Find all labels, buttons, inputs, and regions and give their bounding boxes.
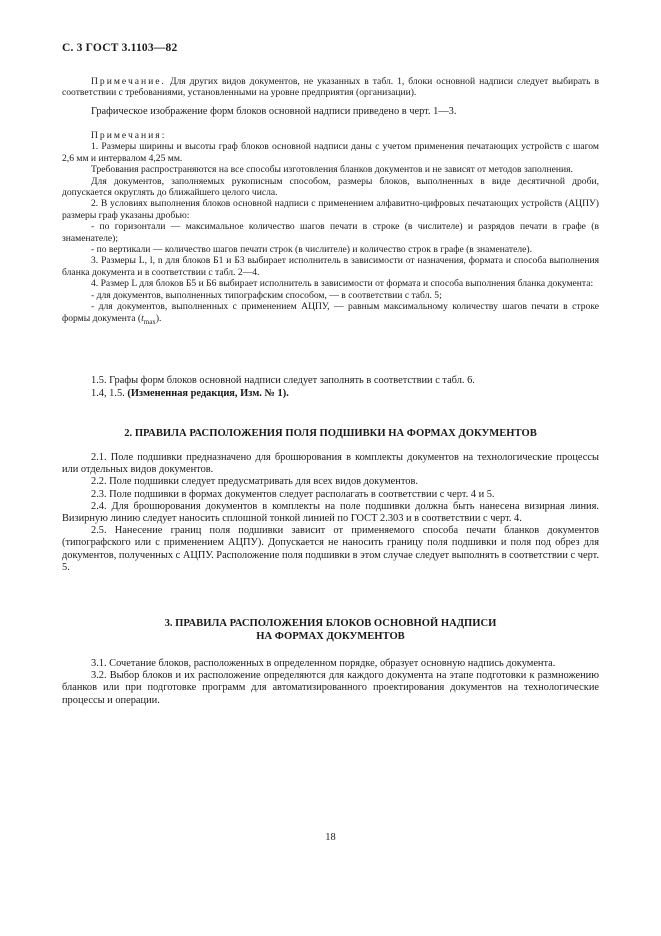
note-item: Требования распространяются на все способы изготовления бланков документов и не зависят от методов заполнения. xyxy=(91,164,573,176)
section-2-body xyxy=(62,452,599,574)
note-item: - для документов, выполненных типографским способом, — в соответствии с табл. 5; xyxy=(91,289,442,301)
note-label: Примечание. xyxy=(91,76,166,87)
note-item: Для документов, заполняемых рукописным способом, размеры блоков, выполненных в виде десятичной дроби, допускается округлять до ближайшего целого числа. xyxy=(62,175,599,199)
note-item: - по вертикали — количество шагов печати строк (в числителе) и количество строк в графе (в знаменателе). xyxy=(91,244,532,256)
page-header: С. 3 ГОСТ 3.1103—82 xyxy=(62,42,178,54)
graphic-paragraph: Графическое изображение форм блоков основной надписи приведено в черт. 1—3. xyxy=(91,106,457,117)
note-item: 3. Размеры L, l, n для блоков Б1 и Б3 выбирает исполнитель в зависимости от назначения, формата и способа выполнения бланка документа и в соответствии с табл. 2—4. xyxy=(62,255,599,278)
note-item: - по горизонтали — максимальное количество шагов печати в строке (в числителе) и разрядов печати в графе (в знаменателе); xyxy=(62,221,599,244)
note-text: Для других видов документов, не указанных в табл. 1, блоки основной надписи следует выбирать в соответствии с требованиями, установленными на уровне предприятия (организации). xyxy=(62,76,599,99)
paragraph: 3.1. Сочетание блоков, расположенных в определенном порядке, образует основную надпись документа. xyxy=(91,658,556,669)
edition-note: 1.4, 1.5. (Измененная редакция, Изм. № 1). xyxy=(91,387,289,399)
section-2-heading: 2. ПРАВИЛА РАСПОЛОЖЕНИЯ ПОЛЯ ПОДШИВКИ НА ФОРМАХ ДОКУМЕНТОВ xyxy=(124,428,537,439)
clause-1-5: 1.5. Графы форм блоков основной надписи следует заполнять в соответствии с табл. 6. 1.4, 1.5. (Измененная редакция, Изм. № 1). xyxy=(62,375,599,400)
section-3-body xyxy=(62,658,599,707)
note-item: 4. Размер L для блоков Б5 и Б6 выбирает исполнитель в зависимости от формата и способа выполнения бланка документа: xyxy=(91,278,594,290)
note-single xyxy=(62,76,599,99)
note-item-last: - для документов, выполненных с применением АЦПУ, — равным максимальному количеству шагов печати в строке формы документа $(t_{max})$. xyxy=(62,301,599,326)
paragraph: 2.3. Поле подшивки в формах документов следует располагать в соответствии с черт. 4 и 5. xyxy=(91,488,495,500)
paragraph: 3.2. Выбор блоков и их расположение определяются для каждого документа на этапе подготовки к размножению бланков или при подготовке программ для автоматизированного проектирования документов на технологические процессы и операции. xyxy=(62,670,599,706)
paragraph: 2.5. Нанесение границ поля подшивки зависит от применяемого способа печати бланков документов (типографского или с применением АЦПУ). Допускается не наносить границу поля подшивки и поля под обрез для документов, полученных с АЦПУ. Расположение поля подшивки в этом случае следует выполнять в соответствии с черт. 5. xyxy=(62,525,599,573)
section-3-heading: 3. ПРАВИЛА РАСПОЛОЖЕНИЯ БЛОКОВ ОСНОВНОЙ НАДПИСИ НА ФОРМАХ ДОКУМЕНТОВ xyxy=(164,618,497,642)
paragraph: 2.4. Для брошюрования документов в комплекты на поле подшивки должна быть нанесена визирная линия. Визирную линию следует наносить сплошной тонкой линией по ГОСТ 2.303 и в соответствии с черт. 4. xyxy=(62,500,599,525)
paragraph: 2.1. Поле подшивки предназначено для брошюрования в комплекты документов на технологические процессы или отдельных видов документов. xyxy=(62,452,599,476)
note-item: 1. Размеры ширины и высоты граф блоков основной надписи даны с учетом применения печатающих устройств с шагом 2,6 мм и интервалом 4,25 мм. xyxy=(62,141,599,164)
notes-block xyxy=(62,130,599,328)
notes-label: Примечания: xyxy=(91,130,167,141)
page-number: 18 xyxy=(325,832,336,843)
note-item: 2. В условиях выполнения блоков основной надписи с применением алфавитно-цифровых печатающих устройств (АЦПУ) размеры граф указаны дробью: xyxy=(62,198,599,221)
paragraph: 2.2. Поле подшивки следует предусматривать для всех видов документов. xyxy=(91,476,418,488)
